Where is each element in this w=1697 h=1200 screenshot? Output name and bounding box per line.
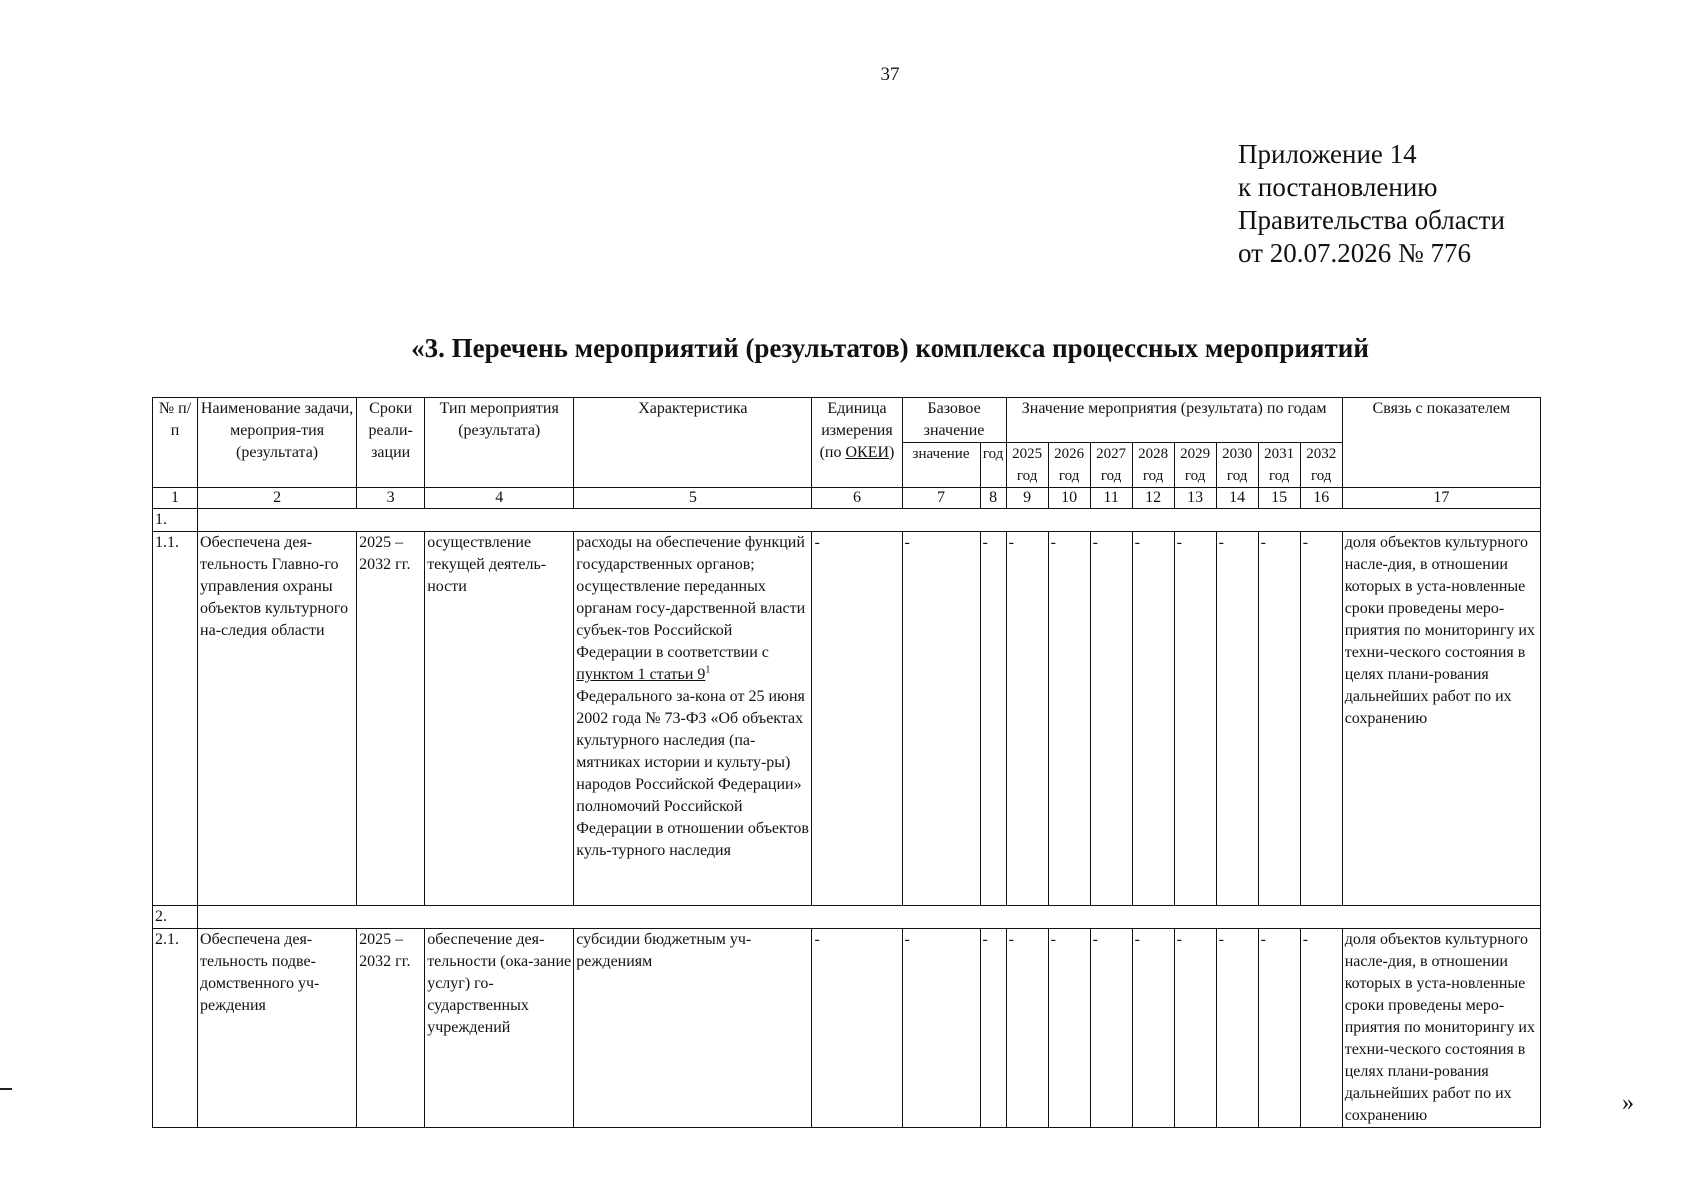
column-number: 17 <box>1342 488 1540 509</box>
column-numbers-row <box>153 488 1541 509</box>
base-value: - <box>902 929 980 1128</box>
header-year: 2032 год <box>1300 443 1342 488</box>
column-number: 1 <box>153 488 198 509</box>
indicator-link: доля объектов культурного насле-дия, в отношении которых в уста-новленные сроки проведены меро-приятия по мониторингу их техни-ческого состояния в целях плани-рования дальнейших работ по их сохранению <box>1342 929 1540 1128</box>
year-value: - <box>1300 532 1342 906</box>
header-values-by-year: Значение мероприятия (результата) по годам <box>1006 398 1342 443</box>
header-characteristic: Характеристика <box>574 398 812 488</box>
table-row <box>153 929 1541 1128</box>
section-row <box>153 509 1541 532</box>
table-row <box>153 532 1541 906</box>
year-value: - <box>1258 532 1300 906</box>
measure-characteristic: субсидии бюджетным уч-реждениям <box>574 929 812 1128</box>
column-number: 6 <box>812 488 902 509</box>
law-article-link[interactable]: пунктом 1 статьи 9 <box>576 666 706 683</box>
column-number: 15 <box>1258 488 1300 509</box>
unit-value: - <box>812 532 902 906</box>
year-value: - <box>1048 929 1090 1128</box>
header-base-value: значение <box>902 443 980 488</box>
year-value: - <box>1006 929 1048 1128</box>
column-number: 8 <box>980 488 1006 509</box>
header-unit-text: Единица измерения (по <box>819 400 893 461</box>
year-value: - <box>1258 929 1300 1128</box>
indicator-link: доля объектов культурного насле-дия, в отношении которых в уста-новленные сроки проведены меро-приятия по мониторингу их техни-ческого состояния в целях плани-рования дальнейших работ по их сохранению <box>1342 532 1540 906</box>
measure-name: Обеспечена дея-тельность Главно-го управления охраны объектов культурного на-следия области <box>198 532 357 906</box>
appendix-block <box>1238 138 1505 270</box>
measure-characteristic <box>574 532 812 906</box>
unit-value: - <box>812 929 902 1128</box>
header-link: Связь с показателем <box>1342 398 1540 488</box>
year-value: - <box>1006 532 1048 906</box>
article-superscript: 1 <box>705 664 711 676</box>
column-number: 14 <box>1216 488 1258 509</box>
document-title: «3. Перечень мероприятий (результатов) комплекса процессных мероприятий <box>411 333 1369 363</box>
column-number: 16 <box>1300 488 1342 509</box>
column-number: 7 <box>902 488 980 509</box>
header-type: Тип мероприятия (результата) <box>425 398 574 488</box>
appendix-line: Приложение 14 <box>1238 139 1417 169</box>
year-value: - <box>1090 532 1132 906</box>
characteristic-text-cont: Федерального за-кона от 25 июня 2002 года № 73-ФЗ «Об объектах культурного наследия (па-мятниках истории и культу-ры) народов Российской Федерации» полномочий Российской Федерации в отношении объектов куль-турного наследия <box>576 688 809 859</box>
year-value: - <box>1216 929 1258 1128</box>
section-number: 1. <box>153 509 198 532</box>
row-number: 2.1. <box>153 929 198 1128</box>
header-year: 2027 год <box>1090 443 1132 488</box>
page-number: 37 <box>880 64 900 85</box>
measure-name: Обеспечена дея-тельность подве-домственного уч-реждения <box>198 929 357 1128</box>
year-value: - <box>1174 532 1216 906</box>
column-number: 10 <box>1048 488 1090 509</box>
year-value: - <box>1216 532 1258 906</box>
header-terms: Сроки реали-зации <box>357 398 425 488</box>
characteristic-text: расходы на обеспечение функций государственных органов; осуществление переданных органам госу-дарственной власти субъек-тов Российской Федерации в соответствии с <box>576 534 806 661</box>
header-row <box>153 398 1541 443</box>
header-base-year: год <box>980 443 1006 488</box>
column-number: 11 <box>1090 488 1132 509</box>
column-number: 9 <box>1006 488 1048 509</box>
closing-quote: » <box>1622 1090 1634 1116</box>
appendix-line: от 20.07.2026 № 776 <box>1238 238 1471 268</box>
header-year: 2026 год <box>1048 443 1090 488</box>
column-number: 5 <box>574 488 812 509</box>
year-value: - <box>1132 929 1174 1128</box>
header-year: 2028 год <box>1132 443 1174 488</box>
year-value: - <box>1090 929 1132 1128</box>
header-num: № п/п <box>153 398 198 488</box>
section-title <box>198 509 1541 532</box>
section-title <box>198 906 1541 929</box>
header-name: Наименование задачи, мероприя-тия (результата) <box>198 398 357 488</box>
header-year: 2029 год <box>1174 443 1216 488</box>
header-unit-close: ) <box>889 444 895 461</box>
base-year: - <box>980 929 1006 1128</box>
row-number: 1.1. <box>153 532 198 906</box>
base-year: - <box>980 532 1006 906</box>
column-number: 4 <box>425 488 574 509</box>
header-unit <box>812 398 902 488</box>
header-year: 2030 год <box>1216 443 1258 488</box>
column-number: 3 <box>357 488 425 509</box>
column-number: 13 <box>1174 488 1216 509</box>
year-value: - <box>1048 532 1090 906</box>
section-number: 2. <box>153 906 198 929</box>
year-value: - <box>1174 929 1216 1128</box>
measure-terms: 2025 – 2032 гг. <box>357 532 425 906</box>
column-number: 12 <box>1132 488 1174 509</box>
year-value: - <box>1132 532 1174 906</box>
year-value: - <box>1300 929 1342 1128</box>
header-year: 2025 год <box>1006 443 1048 488</box>
header-year: 2031 год <box>1258 443 1300 488</box>
margin-mark <box>0 1088 12 1090</box>
column-number: 2 <box>198 488 357 509</box>
measure-terms: 2025 – 2032 гг. <box>357 929 425 1128</box>
section-row <box>153 906 1541 929</box>
base-value: - <box>902 532 980 906</box>
appendix-line: к постановлению <box>1238 172 1438 202</box>
measure-type: осуществление текущей деятель-ности <box>425 532 574 906</box>
header-base: Базовое значение <box>902 398 1006 443</box>
measures-table <box>152 397 1541 1128</box>
okei-link[interactable]: ОКЕИ <box>845 444 890 461</box>
appendix-line: Правительства области <box>1238 205 1505 235</box>
measure-type: обеспечение дея-тельности (ока-зание услуг) го-сударственных учреждений <box>425 929 574 1128</box>
